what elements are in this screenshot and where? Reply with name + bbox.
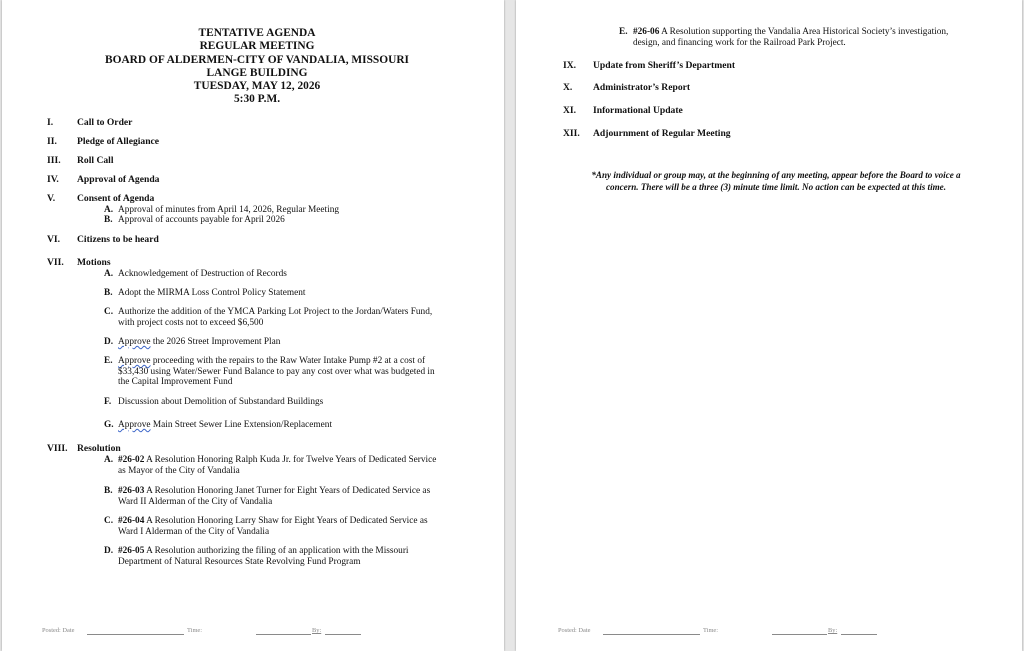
- sub-text-rest: A Resolution Honoring Larry Shaw for Eight Years of Dedicated Service as: [144, 516, 428, 526]
- sub-letter: B.: [104, 215, 113, 225]
- sub-letter: D.: [104, 337, 114, 347]
- by-blank: [841, 627, 877, 635]
- item-label: Motions: [77, 257, 111, 268]
- sub-text-line-2: as Mayor of the City of Vandalia: [118, 465, 240, 476]
- sub-text: Acknowledgement of Destruction of Records: [118, 269, 287, 279]
- sub-letter: B.: [104, 486, 113, 496]
- approve-verb: Approve: [118, 356, 151, 366]
- public-comment-note: [566, 170, 986, 193]
- sub-text-line-1: Authorize the addition of the YMCA Parking Lot Project to the Jordan/Waters Fund,: [118, 307, 433, 317]
- sub-letter: E.: [619, 27, 628, 37]
- posted-date-label: Posted: Date: [42, 627, 75, 634]
- item-numeral: IX.: [563, 60, 577, 71]
- posted-date-label: Posted: Date: [558, 627, 591, 634]
- item-label: Roll Call: [77, 155, 114, 166]
- header-board: BOARD OF ALDERMEN-CITY OF VANDALIA, MISSOURI: [105, 53, 409, 66]
- item-numeral: I.: [47, 117, 54, 128]
- time-label: Time:: [187, 627, 203, 634]
- sub-text: Approval of accounts payable for April 2026: [118, 215, 285, 225]
- item-numeral: IV.: [47, 174, 59, 185]
- motion-item-e: [104, 356, 484, 389]
- sub-text: [118, 337, 478, 347]
- resolution-number: #26-03: [118, 486, 145, 496]
- agenda-header: [42, 27, 472, 107]
- item-label: Adjournment of Regular Meeting: [593, 128, 731, 139]
- document-page-1: [2, 0, 504, 651]
- by-label: By:: [828, 627, 838, 634]
- item-numeral: X.: [563, 82, 573, 93]
- resolution-number: #26-04: [118, 516, 145, 526]
- note-line-1: *Any individual or group may, at the beginning of any meeting, appear before the Board to voice a: [591, 170, 961, 180]
- sub-text-line-1: [118, 486, 478, 496]
- sub-letter: C.: [104, 307, 114, 317]
- sub-text-rest: A Resolution supporting the Vandalia Area Historical Society’s investigation,: [659, 27, 949, 37]
- item-label: Informational Update: [593, 105, 683, 116]
- posted-date-blank: [87, 627, 184, 635]
- sub-text-line-2: with project costs not to exceed $6,500: [118, 317, 264, 328]
- item-label: Update from Sheriff’s Department: [593, 60, 736, 71]
- item-label: Resolution: [77, 443, 121, 454]
- header-title: TENTATIVE AGENDA: [198, 27, 316, 39]
- resolution-item-e: [619, 27, 1014, 49]
- time-label: Time:: [703, 627, 719, 634]
- item-label: Approval of Agenda: [77, 174, 160, 185]
- sub-text-rest: A Resolution Honoring Janet Turner for Eight Years of Dedicated Service as: [144, 486, 431, 496]
- sub-letter: E.: [104, 356, 113, 366]
- sub-text-line-1: [118, 455, 478, 465]
- motion-item-c: [104, 307, 484, 329]
- sub-text-line-2: Department of Natural Resources State Revolving Fund Program: [118, 556, 361, 567]
- approve-verb: Approve: [118, 420, 151, 430]
- sub-text: Adopt the MIRMA Loss Control Policy Statement: [118, 288, 306, 298]
- item-label: Consent of Agenda: [77, 193, 155, 204]
- resolution-item-d: [104, 546, 484, 568]
- item-label: Call to Order: [77, 117, 133, 128]
- sub-text: Discussion about Demolition of Substandard Buildings: [118, 397, 324, 407]
- sub-text: [118, 420, 478, 430]
- header-meeting-type: REGULAR MEETING: [199, 40, 315, 53]
- sub-text-rest: Main Street Sewer Line Extension/Replacement: [150, 420, 333, 430]
- resolution-number: #26-06: [633, 27, 660, 37]
- header-location: LANGE BUILDING: [206, 66, 308, 79]
- sub-text-line-2: Ward II Alderman of the City of Vandalia: [118, 496, 273, 507]
- item-label: Administrator’s Report: [593, 82, 691, 93]
- sub-text-line-1: [118, 356, 478, 366]
- sub-letter: B.: [104, 288, 113, 298]
- header-date: TUESDAY, MAY 12, 2026: [193, 80, 321, 93]
- sub-text-rest: the 2026 Street Improvement Plan: [150, 337, 281, 347]
- item-numeral: VI.: [47, 234, 61, 245]
- sub-text-line-1: [118, 546, 478, 556]
- sub-text-rest: A Resolution Honoring Ralph Kuda Jr. for Twelve Years of Dedicated Service: [144, 455, 437, 465]
- item-numeral: II.: [47, 136, 57, 147]
- sub-text-line-2: $33,430 using Water/Sewer Fund Balance to pay any cost over what was budgeted in: [118, 366, 435, 377]
- posted-date-blank: [603, 627, 700, 635]
- item-numeral: III.: [47, 155, 61, 166]
- sub-letter: D.: [104, 546, 114, 556]
- header-time: 5:30 P.M.: [233, 93, 281, 106]
- resolution-number: #26-05: [118, 546, 145, 556]
- sub-letter: G.: [104, 420, 114, 430]
- item-numeral: XI.: [563, 105, 577, 116]
- time-blank: [256, 627, 311, 635]
- item-numeral: V.: [47, 193, 56, 204]
- sub-text-line-2: design, and financing work for the Railroad Park Project.: [633, 37, 846, 48]
- resolution-item-a: [104, 455, 484, 477]
- by-blank: [325, 627, 361, 635]
- sub-text-line-2: Ward I Alderman of the City of Vandalia: [118, 526, 270, 537]
- sub-letter: A.: [104, 269, 114, 279]
- sub-letter: F.: [104, 397, 112, 407]
- sub-letter: C.: [104, 516, 114, 526]
- item-label: Pledge of Allegiance: [77, 136, 160, 147]
- item-label: Citizens to be heard: [77, 234, 159, 245]
- item-numeral: VIII.: [47, 443, 68, 454]
- sub-text: Approval of minutes from April 14, 2026, Regular Meeting: [118, 205, 340, 215]
- item-numeral: VII.: [47, 257, 64, 268]
- item-numeral: XII.: [563, 128, 580, 139]
- note-line-2: concern. There will be a three (3) minute time limit. No action can be expected at this time.: [606, 181, 946, 192]
- sub-text-rest: proceeding with the repairs to the Raw Water Intake Pump #2 at a cost of: [150, 356, 426, 366]
- time-blank: [772, 627, 827, 635]
- approve-verb: Approve: [118, 337, 151, 347]
- sub-text-line-3: the Capital Improvement Fund: [118, 377, 233, 387]
- resolution-item-b: [104, 486, 484, 508]
- resolution-number: #26-02: [118, 455, 145, 465]
- sub-letter: A.: [104, 455, 114, 465]
- sub-text-line-1: [633, 27, 1013, 37]
- resolution-item-c: [104, 516, 484, 538]
- sub-letter: A.: [104, 205, 114, 215]
- sub-text-line-1: [118, 516, 478, 526]
- by-label: By:: [312, 627, 322, 634]
- sub-text-rest: A Resolution authorizing the filing of an application with the Missouri: [144, 546, 409, 556]
- document-page-2: [516, 0, 1022, 651]
